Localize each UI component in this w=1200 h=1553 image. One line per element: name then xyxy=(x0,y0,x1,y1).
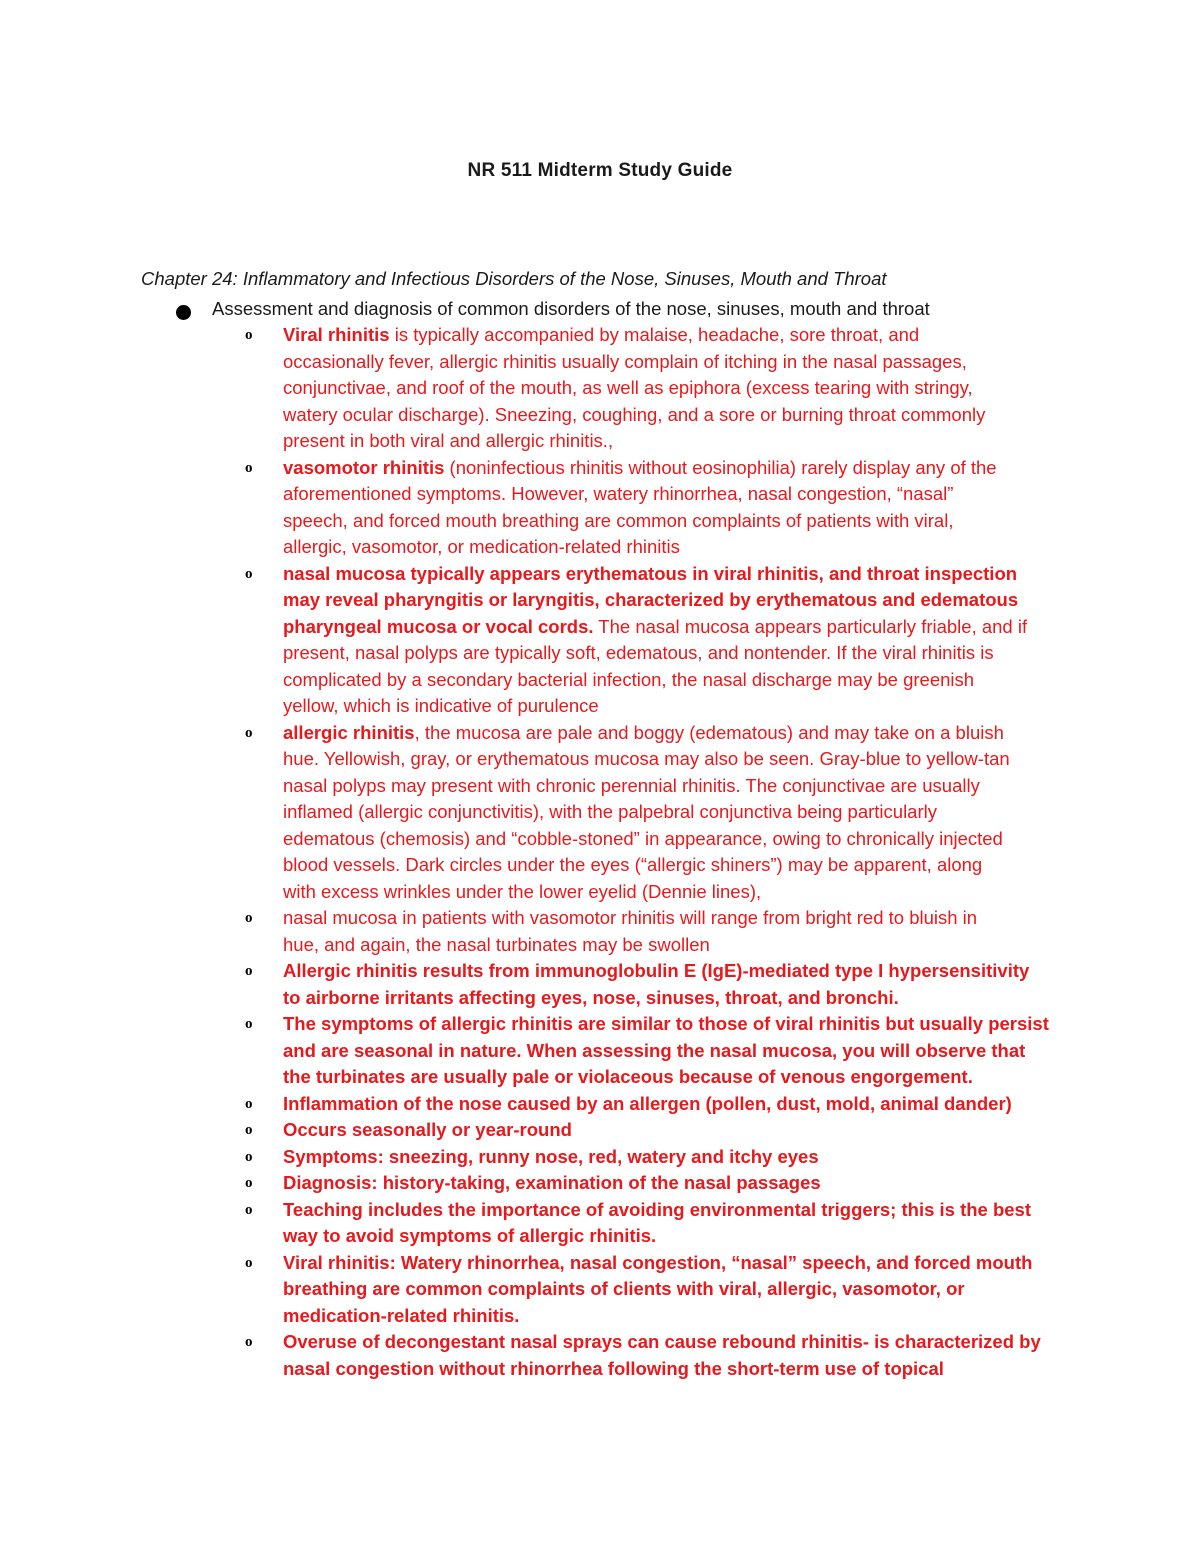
bold-text-run: Viral rhinitis xyxy=(283,324,390,345)
text-line xyxy=(283,587,1062,614)
sub-bullet-marker-icon: o xyxy=(245,1148,253,1165)
text-line xyxy=(283,746,1062,773)
list-item-text xyxy=(283,958,1062,1011)
bold-text-run: pharyngeal mucosa or vocal cords. xyxy=(283,615,594,637)
text-run: blood vessels. Dark circles under the eyes (“allergic shiners”) may be apparent, along xyxy=(283,854,983,875)
list-item-text xyxy=(283,1144,1062,1171)
list-item-text xyxy=(283,322,1062,455)
bold-text-run: Symptoms: sneezing, runny nose, red, watery and itchy eyes xyxy=(283,1145,819,1167)
text-line xyxy=(283,852,1062,879)
text-line xyxy=(283,1356,1062,1383)
bold-text-run: Allergic rhinitis results from immunoglobulin E (IgE)-mediated type I hypersensitivity xyxy=(283,960,1030,981)
sub-bullet-marker-icon: o xyxy=(245,1201,253,1218)
list-item xyxy=(242,1117,1062,1144)
text-line xyxy=(283,879,1062,906)
text-line xyxy=(283,1011,1062,1038)
list-item-text xyxy=(283,1170,1062,1197)
text-line xyxy=(283,508,1062,535)
text-run: edematous (chemosis) and “cobble-stoned” in appearance, owing to chronically injected xyxy=(283,827,1003,849)
text-line xyxy=(283,720,1062,747)
text-line xyxy=(283,799,1062,826)
text-run: conjunctivae, and roof of the mouth, as well as epiphora (excess tearing with stringy, xyxy=(283,377,973,398)
text-line xyxy=(283,1091,1062,1118)
bold-text-run: Inflammation of the nose caused by an allergen (pollen, dust, mold, animal dander) xyxy=(283,1092,1012,1114)
bold-text-run: nasal mucosa typically appears erythematous in viral rhinitis, and throat inspection xyxy=(283,562,1018,584)
text-line xyxy=(283,1064,1062,1091)
sub-bullet-marker-icon: o xyxy=(245,1334,253,1350)
text-line xyxy=(283,958,1062,985)
text-line xyxy=(283,985,1062,1012)
text-line xyxy=(283,1276,1062,1303)
text-line xyxy=(283,1329,1062,1356)
list-item-text xyxy=(283,1011,1062,1091)
sub-bullet-marker-icon: o xyxy=(245,724,253,741)
top-bullet-text: Assessment and diagnosis of common disorders of the nose, sinuses, mouth and throat xyxy=(212,298,930,319)
text-line xyxy=(283,1223,1062,1250)
list-item xyxy=(242,1250,1062,1330)
text-line xyxy=(283,1144,1062,1171)
bold-text-run: way to avoid symptoms of allergic rhinitis. xyxy=(283,1225,657,1246)
bold-text-run: may reveal pharyngitis or laryngitis, characterized by erythematous and edematous xyxy=(283,589,1019,610)
text-run: occasionally fever, allergic rhinitis usually complain of itching in the nasal passages, xyxy=(283,350,967,372)
text-line xyxy=(283,640,1062,667)
page-title: NR 511 Midterm Study Guide xyxy=(467,160,733,181)
chapter-heading: Chapter 24: Inflammatory and Infectious Disorders of the Nose, Sinuses, Mouth and Throat xyxy=(141,268,887,289)
text-line xyxy=(283,905,1062,932)
bold-text-run: Occurs seasonally or year-round xyxy=(283,1119,572,1140)
list-item-text xyxy=(283,455,1062,561)
text-run: aforementioned symptoms. However, watery rhinorrhea, nasal congestion, “nasal” xyxy=(283,483,954,504)
text-line xyxy=(283,667,1062,694)
list-item xyxy=(242,1144,1062,1171)
bold-text-run: to airborne irritants affecting eyes, nose, sinuses, throat, and bronchi. xyxy=(283,986,899,1008)
bold-text-run: medication-related rhinitis. xyxy=(283,1304,520,1326)
list-item xyxy=(242,1170,1062,1197)
list-item-text xyxy=(283,1329,1062,1382)
list-item-text xyxy=(283,1197,1062,1250)
list-item xyxy=(242,1091,1062,1118)
list-item-text xyxy=(283,561,1062,720)
text-run: with excess wrinkles under the lower eyelid (Dennie lines), xyxy=(283,880,762,902)
list-item-text xyxy=(283,905,1062,958)
sub-bullet-marker-icon: o xyxy=(245,963,253,979)
bold-text-run: the turbinates are usually pale or violaceous because of venous engorgement. xyxy=(283,1066,973,1087)
list-item-text xyxy=(283,720,1062,906)
sub-bullet-marker-icon: o xyxy=(245,459,253,476)
bold-text-run: breathing are common complaints of clients with viral, allergic, vasomotor, or xyxy=(283,1278,965,1299)
text-line xyxy=(283,1170,1062,1197)
bold-text-run: Overuse of decongestant nasal sprays can cause rebound rhinitis- is characterized by xyxy=(283,1331,1041,1352)
text-line xyxy=(283,932,1062,959)
list-item-text xyxy=(283,1250,1062,1330)
list-item xyxy=(174,296,1074,323)
list-item xyxy=(242,720,1062,906)
text-line xyxy=(283,1117,1062,1144)
bold-text-run: allergic rhinitis xyxy=(283,721,415,743)
text-line xyxy=(283,1197,1062,1224)
list-item xyxy=(242,1011,1062,1091)
sub-bullet-marker-icon: o xyxy=(245,1122,253,1138)
text-run: nasal polyps may present with chronic perennial rhinitis. The conjunctivae are usually xyxy=(283,774,980,796)
text-run: inflamed (allergic conjunctivitis), with the palpebral conjunctiva being particularly xyxy=(283,801,937,822)
text-line xyxy=(283,614,1062,641)
text-run: The nasal mucosa appears particularly friable, and if xyxy=(593,615,1028,637)
bold-text-run: Viral rhinitis: Watery rhinorrhea, nasal congestion, “nasal” speech, and forced mouth xyxy=(283,1251,1033,1273)
list-item xyxy=(242,958,1062,1011)
bold-text-run: Teaching includes the importance of avoiding environmental triggers; this is the best xyxy=(283,1198,1032,1220)
sub-bullet-marker-icon: o xyxy=(245,1254,253,1271)
bold-text-run: nasal congestion without rhinorrhea following the short-term use of topical xyxy=(283,1357,944,1379)
sub-bullet-marker-icon: o xyxy=(245,1095,253,1112)
text-run: , the mucosa are pale and boggy (edematous) and may take on a bluish xyxy=(414,721,1004,743)
list-item-text xyxy=(283,1117,1062,1144)
text-line xyxy=(283,773,1062,800)
text-line xyxy=(283,534,1062,561)
text-run: nasal mucosa in patients with vasomotor rhinitis will range from bright red to bluish in xyxy=(283,907,978,928)
text-line xyxy=(283,322,1062,349)
text-run: yellow, which is indicative of purulence xyxy=(283,695,599,716)
text-run: watery ocular discharge). Sneezing, coughing, and a sore or burning throat commonly xyxy=(283,403,986,425)
text-run: is typically accompanied by malaise, headache, sore throat, and xyxy=(389,324,920,345)
bold-text-run: vasomotor rhinitis xyxy=(283,456,445,478)
sub-bullet-marker-icon: o xyxy=(245,327,253,343)
text-line xyxy=(283,375,1062,402)
text-line xyxy=(283,402,1062,429)
text-line xyxy=(283,561,1062,588)
list-item xyxy=(242,905,1062,958)
text-run: present, nasal polyps are typically soft, edematous, and nontender. If the viral rhinitis is xyxy=(283,642,994,663)
text-run: complicated by a secondary bacterial infection, the nasal discharge may be greenish xyxy=(283,668,975,690)
bold-text-run: and are seasonal in nature. When assessing the nasal mucosa, you will observe that xyxy=(283,1039,1026,1061)
text-line xyxy=(283,1250,1062,1277)
sub-bullet-marker-icon: o xyxy=(245,1175,253,1191)
list-item xyxy=(242,322,1062,455)
text-line xyxy=(283,428,1062,455)
text-line xyxy=(283,481,1062,508)
bullet-dot-icon xyxy=(176,305,191,320)
list-item xyxy=(242,1329,1062,1382)
text-line xyxy=(283,826,1062,853)
sub-bullet-marker-icon: o xyxy=(245,1016,253,1032)
sub-bullet-marker-icon: o xyxy=(245,565,253,582)
sub-bullet-list xyxy=(242,322,1062,1382)
bold-text-run: Diagnosis: history-taking, examination of the nasal passages xyxy=(283,1172,821,1193)
text-line xyxy=(283,1303,1062,1330)
text-run: allergic, vasomotor, or medication-related rhinitis xyxy=(283,536,680,557)
list-item xyxy=(242,455,1062,561)
text-run: hue. Yellowish, gray, or erythematous mucosa may also be seen. Gray-blue to yellow-tan xyxy=(283,748,1010,769)
text-line xyxy=(283,1038,1062,1065)
bold-text-run: The symptoms of allergic rhinitis are similar to those of viral rhinitis but usually persist xyxy=(283,1013,1049,1034)
text-run: (noninfectious rhinitis without eosinophilia) rarely display any of the xyxy=(444,456,997,478)
text-run: hue, and again, the nasal turbinates may be swollen xyxy=(283,933,710,955)
list-item xyxy=(242,561,1062,720)
list-item xyxy=(242,1197,1062,1250)
top-level-list xyxy=(174,296,1074,323)
list-item-text xyxy=(283,1091,1062,1118)
text-line xyxy=(283,455,1062,482)
sub-bullet-marker-icon: o xyxy=(245,910,253,926)
text-run: speech, and forced mouth breathing are common complaints of patients with viral, xyxy=(283,509,954,531)
text-line xyxy=(283,693,1062,720)
text-run: present in both viral and allergic rhinitis., xyxy=(283,430,614,451)
text-line xyxy=(283,349,1062,376)
